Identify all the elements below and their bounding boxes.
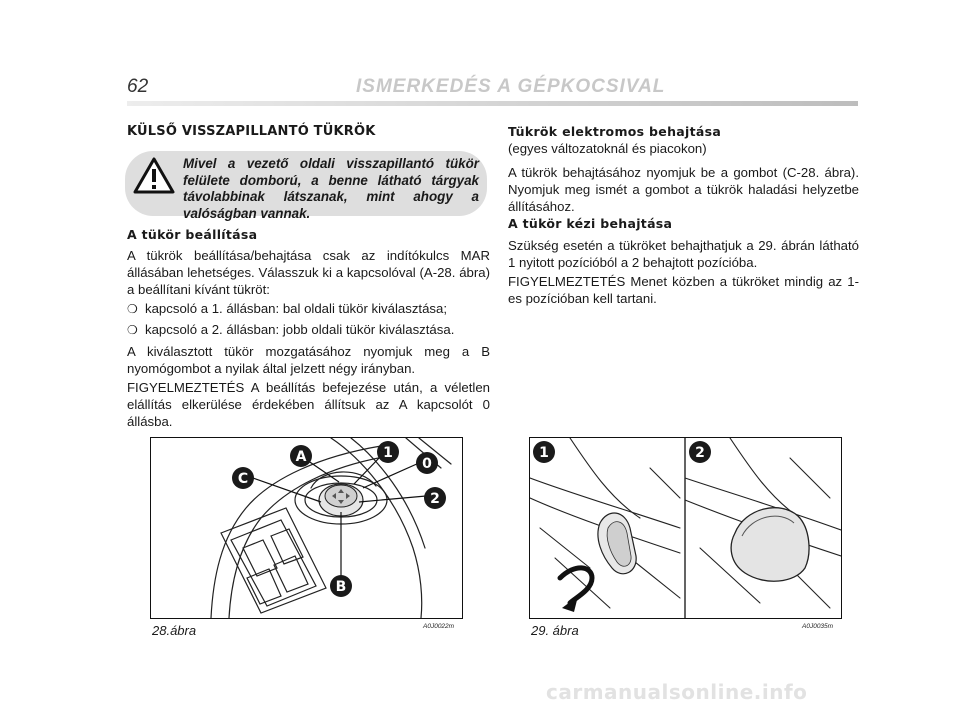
callout-2: 2 xyxy=(430,491,440,507)
subsection-title-adjustment: A tükör beállítása xyxy=(127,227,258,242)
figure-29-frame xyxy=(529,437,842,619)
subsection-title-electric-fold: Tükrök elektromos behajtása xyxy=(508,124,722,139)
section-title: KÜLSŐ VISSZAPILLANTÓ TÜKRÖK xyxy=(127,124,376,139)
callout-1: 1 xyxy=(383,445,393,461)
figure-29-caption: 29. ábra xyxy=(531,623,579,638)
bullet-marker: ❍ xyxy=(127,302,138,316)
bullet-marker: ❍ xyxy=(127,323,138,337)
callout-b: B xyxy=(335,579,347,595)
list-item xyxy=(127,322,490,339)
list-item xyxy=(127,301,490,318)
paragraph-adjustment-intro: A tükrök beállítása/behajtása csak az indítókulcs MAR állásában lehetséges. Válasszuk ki a kapcsolóval (A-28. ábra) a beállítani kívánt tükröt: xyxy=(127,248,490,297)
chapter-title: ISMERKEDÉS A GÉPKOCSIVAL xyxy=(356,76,666,97)
paragraph-electric-fold: A tükrök behajtásához nyomjuk be a gombot (C-28. ábra). Nyomjuk meg ismét a gombot a tükrök haladási helyzetbe állításához. xyxy=(508,165,859,214)
figure-28-caption: 28.ábra xyxy=(152,623,197,638)
bullet-text: kapcsoló a 1. állásban: bal oldali tükör kiválasztása; xyxy=(145,301,448,316)
callout-1: 1 xyxy=(539,445,549,461)
paragraph-move-mirror: A kiválasztott tükör mozgatásához nyomjuk meg a B nyomógombot a nyilak által jelzett négy irányban. xyxy=(127,344,490,376)
figure-29-code: A0J0035m xyxy=(802,623,834,630)
header-rule xyxy=(127,101,858,106)
figure-28-frame xyxy=(150,437,463,619)
callout-2: 2 xyxy=(695,445,705,461)
paragraph-manual-fold: Szükség esetén a tükröket behajthatjuk a 29. ábrán látható 1 nyitott pozícióból a 2 behajtott pozícióba. xyxy=(508,238,859,270)
page-number: 62 xyxy=(127,76,149,97)
subsection-note: (egyes változatoknál és piacokon) xyxy=(508,141,707,156)
paragraph-warning-position: FIGYELMEZTETÉS Menet közben a tükröket mindig az 1-es pozícióban kell tartani. xyxy=(508,274,859,306)
subsection-title-manual-fold: A tükör kézi behajtása xyxy=(508,216,673,231)
bullet-text: kapcsoló a 2. állásban: jobb oldali tükör kiválasztása. xyxy=(145,322,455,337)
figure-28-code: A0J0022m xyxy=(423,623,455,630)
callout-c: C xyxy=(237,471,249,487)
paragraph-warning-switch: FIGYELMEZTETÉS A beállítás befejezése után, a véletlen elállítás elkerülése érdekében állítsuk az A kapcsolót 0 állásba. xyxy=(127,380,490,429)
watermark: carmanualsonline.info xyxy=(546,680,808,704)
switch-panel-drawing xyxy=(151,438,462,618)
callout-0: 0 xyxy=(422,456,432,472)
warning-text: Mivel a vezető oldali visszapillantó tükör felülete domború, a benne látható tárgyak távolabbinak látszanak, mint ahogy a valóságban vannak. xyxy=(183,156,479,221)
mirror-positions-drawing xyxy=(530,438,841,618)
warning-triangle-icon xyxy=(132,156,176,196)
callout-a: A xyxy=(295,449,307,465)
